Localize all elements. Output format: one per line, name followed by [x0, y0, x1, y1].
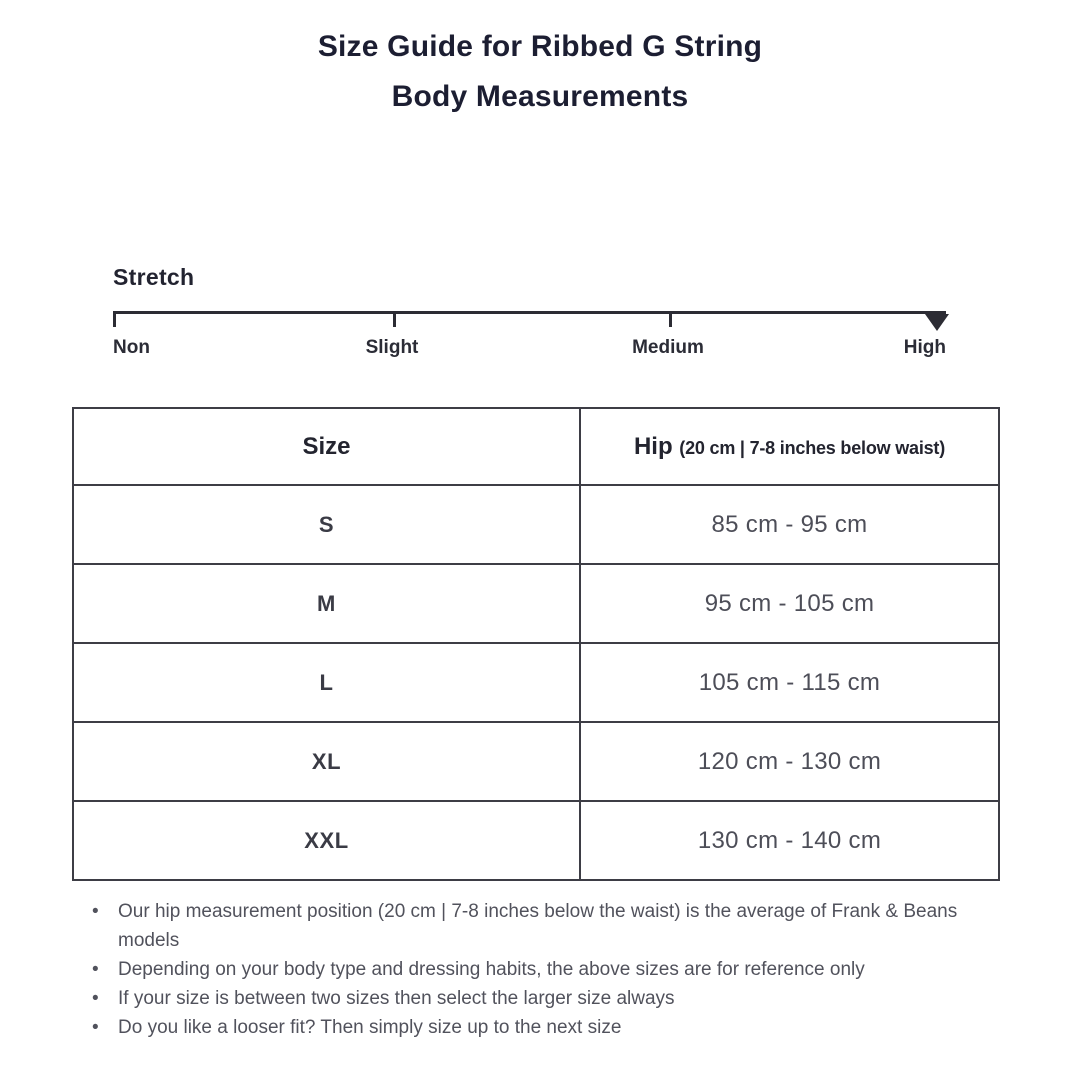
table-row [73, 801, 999, 880]
size-value: XL [73, 722, 580, 801]
hip-range-value: 130 cm - 140 cm [580, 801, 999, 880]
table-header-row [73, 408, 999, 485]
table-row [73, 485, 999, 564]
hip-range-value: 95 cm - 105 cm [580, 564, 999, 643]
bullet-icon: • [92, 1017, 99, 1038]
list-item [92, 897, 1000, 955]
table-row [73, 564, 999, 643]
stretch-level-non: Non [113, 337, 150, 358]
hip-range-value: 120 cm - 130 cm [580, 722, 999, 801]
size-guide-table [72, 407, 1000, 881]
size-value: XXL [73, 801, 580, 880]
table-row [73, 643, 999, 722]
stretch-scale-line [113, 311, 946, 314]
list-item [92, 1013, 1000, 1042]
list-item [92, 955, 1000, 984]
hip-range-value: 85 cm - 95 cm [580, 485, 999, 564]
size-value: M [73, 564, 580, 643]
stretch-tick-slight [393, 314, 396, 327]
bullet-icon: • [92, 901, 99, 922]
hip-column-label: Hip [633, 432, 673, 460]
bullet-icon: • [92, 988, 99, 1009]
note-text: Our hip measurement position (20 cm | 7-8 inches below the waist) is the average of Frank & Beans models [118, 901, 958, 951]
page-title-line-1: Size Guide for Ribbed G String [317, 30, 763, 63]
stretch-scale [113, 311, 946, 335]
bullet-icon: • [92, 959, 99, 980]
stretch-tick-non [113, 314, 116, 327]
stretch-level-medium: Medium [632, 337, 704, 358]
note-text: If your size is between two sizes then select the larger size always [118, 988, 675, 1009]
note-text: Do you like a looser fit? Then simply size up to the next size [118, 1017, 622, 1038]
size-value: S [73, 485, 580, 564]
hip-range-value: 105 cm - 115 cm [580, 643, 999, 722]
size-column-header: Size [73, 408, 580, 485]
stretch-high-marker-triangle-icon [925, 314, 949, 331]
notes-list [92, 897, 1000, 1042]
stretch-tick-medium [669, 314, 672, 327]
note-text: Depending on your body type and dressing habits, the above sizes are for reference only [118, 959, 865, 980]
page-title [0, 22, 1080, 122]
stretch-level-high: High [903, 337, 946, 358]
list-item [92, 984, 1000, 1013]
hip-column-note: (20 cm | 7-8 inches below waist) [679, 437, 946, 458]
hip-column-header [580, 408, 999, 485]
stretch-level-slight: Slight [365, 337, 419, 358]
page-title-line-2: Body Measurements [391, 80, 689, 113]
table-row [73, 722, 999, 801]
stretch-heading: Stretch [113, 264, 195, 290]
size-value: L [73, 643, 580, 722]
